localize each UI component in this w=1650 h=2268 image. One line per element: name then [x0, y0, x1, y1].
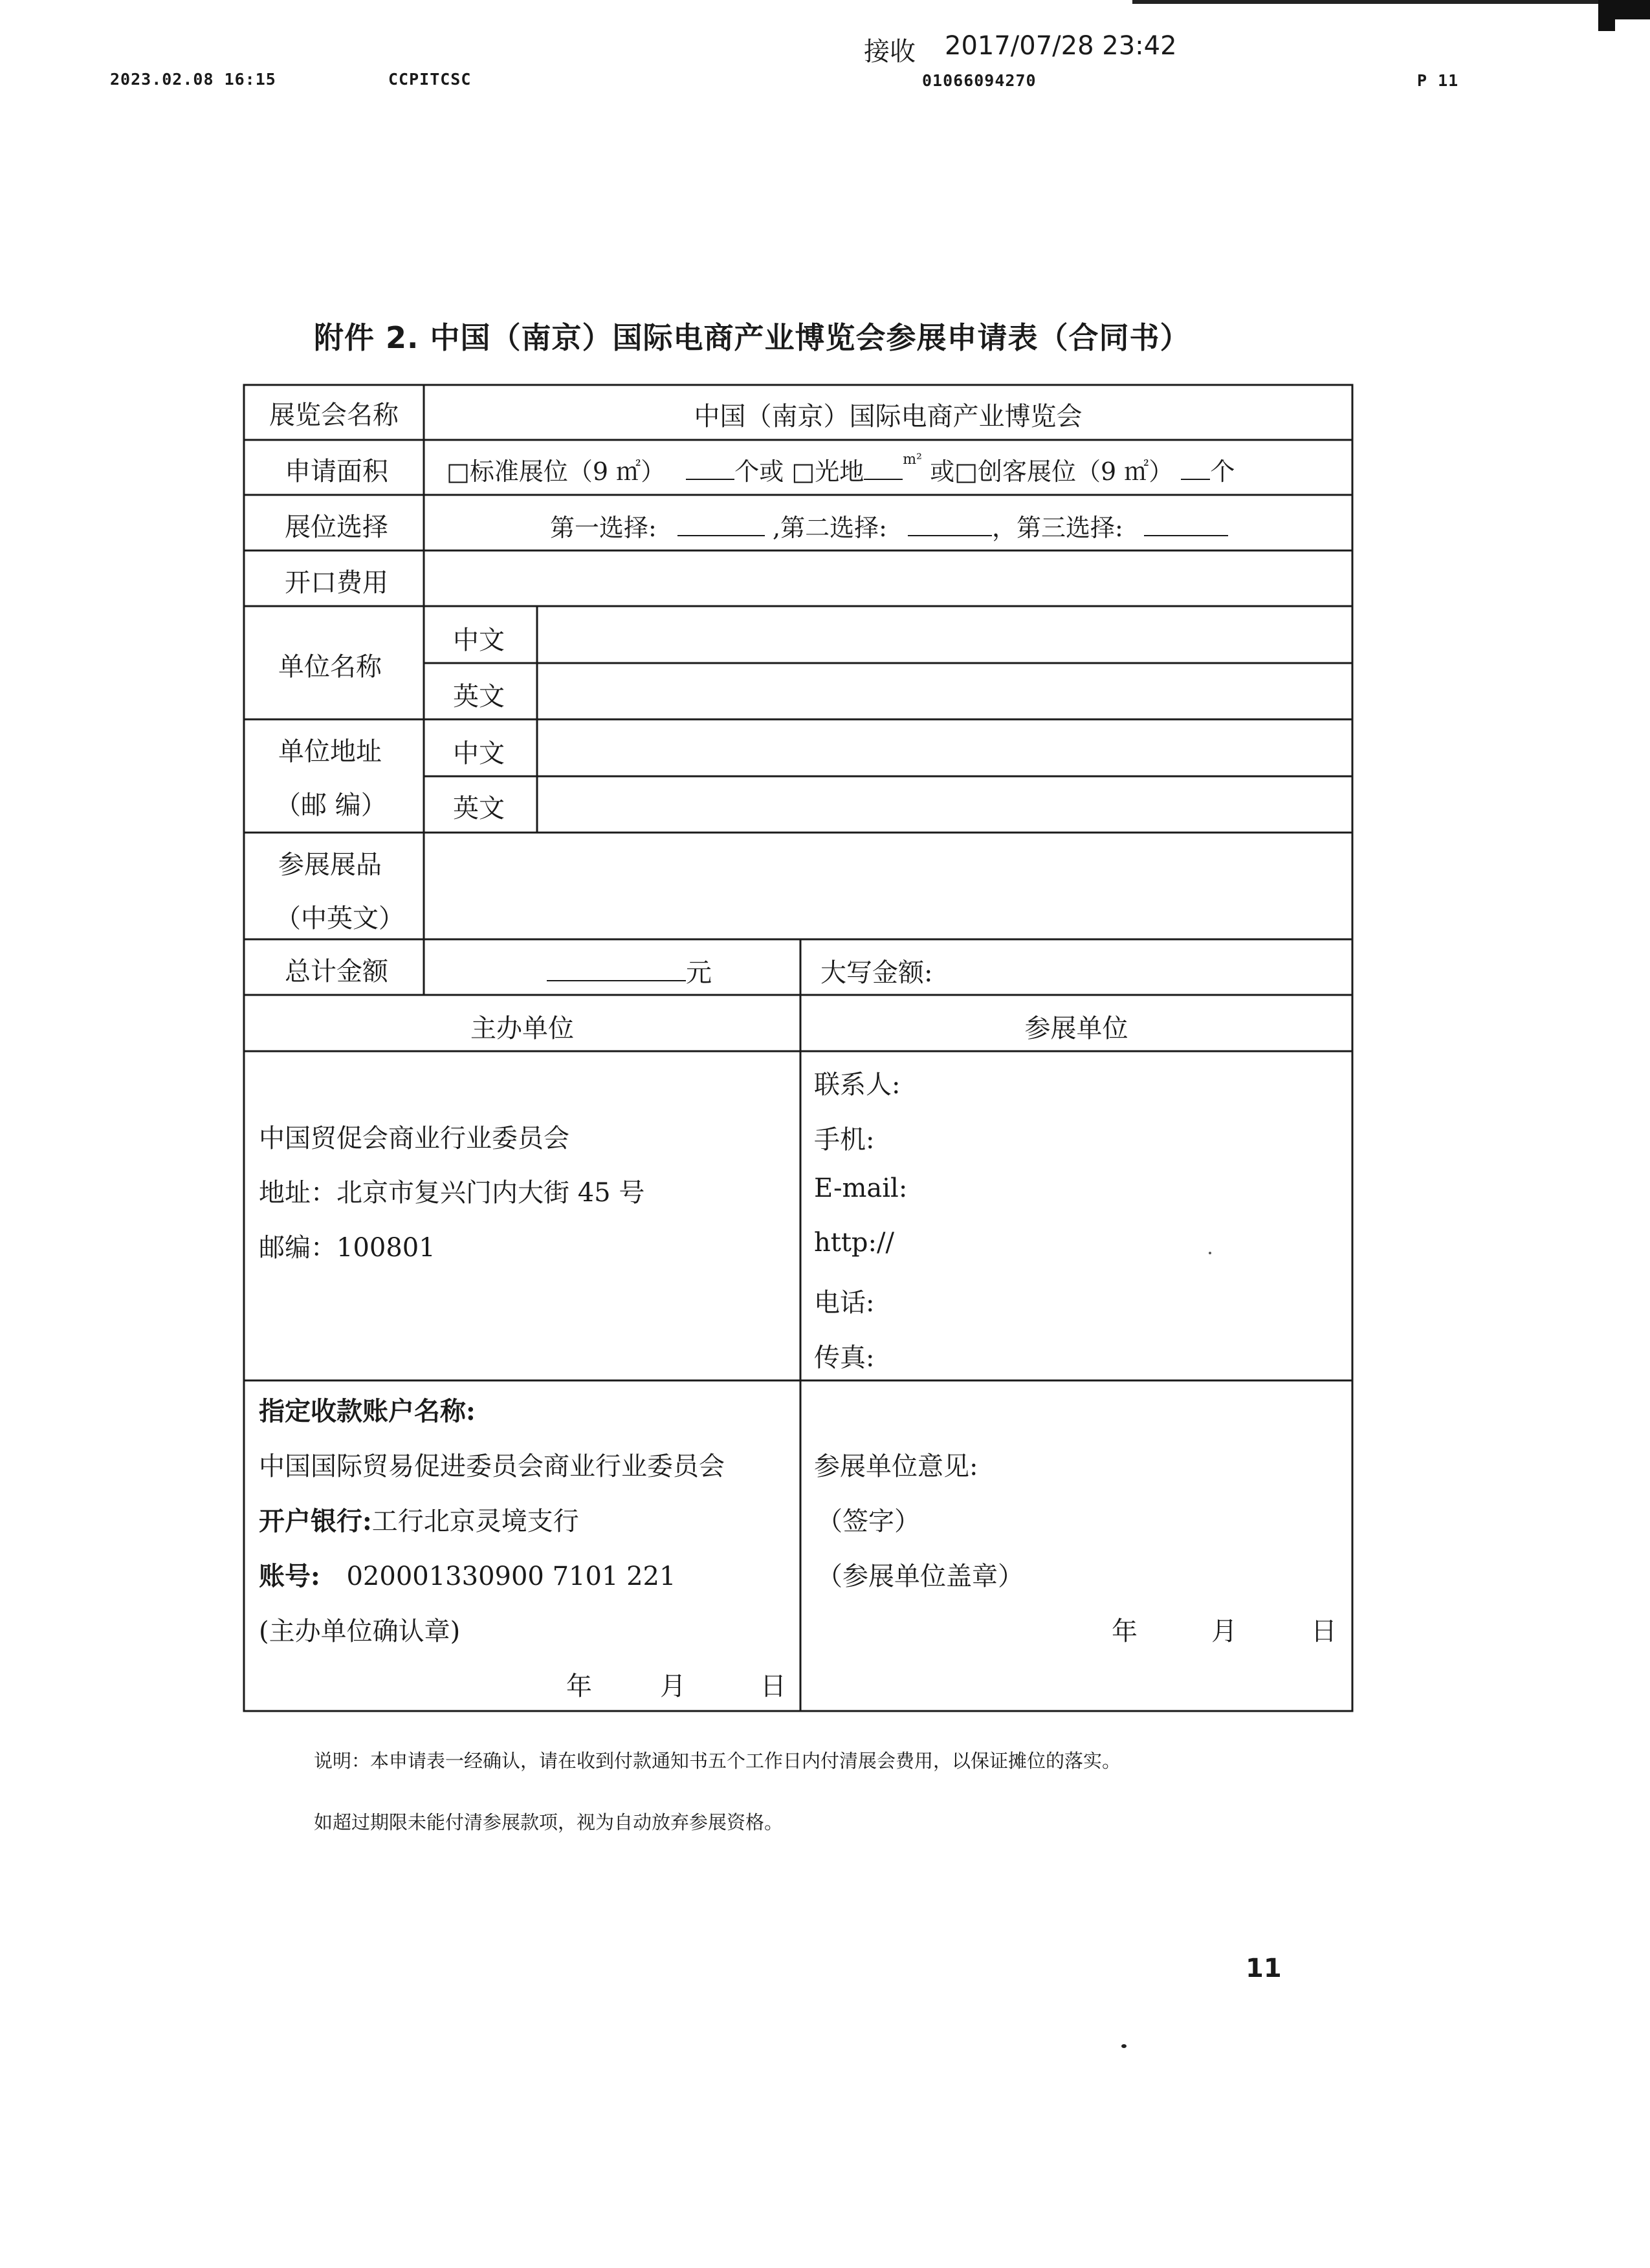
account-name-label: 指定收款账户名称: [259, 1396, 476, 1426]
area-label: 申请面积 [285, 457, 388, 486]
booth-first-label: 第一选择: [550, 514, 657, 542]
area-unit-end: 个 [1210, 457, 1235, 486]
fax-timestamp: 2023.02.08 16:15 [110, 70, 276, 89]
exhibitor-contact-field[interactable] [932, 1058, 1346, 1103]
organizer-postcode: 邮编：100801 [259, 1233, 435, 1263]
exhibitor-opinion-label: 参展单位意见: [814, 1452, 978, 1481]
exhibitor-contact-label: 联系人: [814, 1070, 901, 1100]
exhibitor-opinion-field[interactable] [1009, 1439, 1346, 1485]
exhibitor-header: 参展单位 [1024, 1014, 1128, 1043]
account-number-row [259, 1556, 676, 1593]
exhibitor-date-day: 日 [1311, 1617, 1337, 1646]
organizer-date-year: 年 [566, 1672, 592, 1701]
booth-second-label: ,第二选择: [773, 514, 887, 542]
booth-label: 展位选择 [285, 512, 388, 542]
account-number-label: 账号: [259, 1561, 320, 1591]
note-line-1: 说明：本申请表一经确认，请在收到付款通知书五个工作日内付清展会费用，以保证摊位的落实。 [314, 1750, 1121, 1772]
area-raw-option[interactable]: □光地 [791, 457, 864, 486]
company-address-chinese-field[interactable] [540, 723, 1349, 773]
account-name: 中国国际贸易促进委员会商业行业委员会 [259, 1452, 725, 1481]
organizer-confirm-seal: (主办单位确认章) [259, 1617, 461, 1646]
total-amount-label: 总计金额 [285, 957, 388, 987]
area-sqm-unit: m² [903, 452, 922, 468]
organizer-address: 地址：北京市复兴门内大街 45 号 [259, 1178, 645, 1208]
exhibitor-email-label: E-mail: [814, 1173, 908, 1203]
exhibitor-seal: （参展单位盖章） [817, 1562, 1024, 1591]
total-amount-row [547, 952, 712, 989]
exhibitor-http-field[interactable] [925, 1221, 1346, 1267]
booth-second-field[interactable] [908, 510, 992, 536]
total-amount-field[interactable] [547, 954, 686, 981]
bank-label: 开户银行: [259, 1506, 372, 1536]
exhibitor-fax-field[interactable] [906, 1331, 1346, 1376]
area-creative-option[interactable]: 或□创客展位（9 ㎡） [930, 457, 1174, 486]
note-line-2: 如超过期限未能付清参展款项，视为自动放弃参展资格。 [314, 1811, 784, 1833]
opening-fee-label: 开口费用 [285, 568, 388, 598]
bank-row [259, 1501, 579, 1538]
fax-received-time: 2017/07/28 23:42 [945, 31, 1177, 61]
company-name-english-field[interactable] [540, 666, 1349, 717]
scan-speck [1121, 2044, 1127, 2048]
company-name-chinese-label: 中文 [453, 626, 505, 655]
exhibits-label: 参展展品 [278, 850, 382, 880]
organizer-header: 主办单位 [470, 1014, 574, 1043]
organizer-name: 中国贸促会商业行业委员会 [259, 1124, 569, 1153]
exhibitor-mobile-field[interactable] [906, 1113, 1346, 1158]
yuan-unit: 元 [686, 958, 712, 988]
bank-name: 工行北京灵境支行 [371, 1507, 579, 1536]
area-creative-count-field[interactable] [1181, 454, 1210, 480]
fax-phone: 01066094270 [922, 71, 1037, 90]
opening-fee-field[interactable] [427, 554, 1349, 603]
exhibitor-phone-field[interactable] [906, 1276, 1346, 1321]
exhibits-field[interactable] [427, 836, 1349, 936]
organizer-date-month: 月 [660, 1672, 686, 1701]
page-number: 11 [1246, 1954, 1282, 1983]
area-standard-option[interactable]: □标准展位（9 ㎡） [446, 457, 666, 486]
area-standard-count-field[interactable] [686, 454, 734, 480]
amount-in-words-label: 大写金额: [820, 958, 933, 988]
booth-first-field[interactable] [677, 510, 765, 536]
company-name-label: 单位名称 [278, 652, 382, 682]
company-address-english-field[interactable] [540, 780, 1349, 830]
booth-third-field[interactable] [1144, 510, 1228, 536]
company-address-chinese-label: 中文 [453, 739, 505, 769]
area-count-unit: 个或 [734, 457, 784, 486]
exhibitor-date-month: 月 [1211, 1617, 1237, 1646]
booth-choices [550, 508, 1228, 543]
company-name-english-label: 英文 [453, 682, 505, 712]
exhibition-name-value: 中国（南京）国际电商产业博览会 [694, 402, 1083, 431]
fax-received-label: 接收 [864, 37, 916, 67]
company-address-label: 单位地址 [278, 737, 382, 767]
area-raw-sqm-field[interactable] [864, 454, 903, 480]
exhibitor-date-year: 年 [1112, 1617, 1138, 1646]
scan-speck [1209, 1252, 1211, 1254]
booth-third-label: ，第三选择: [991, 514, 1123, 542]
exhibitor-fax-label: 传真: [814, 1343, 875, 1373]
area-options [446, 452, 1235, 487]
fax-page: P 11 [1417, 71, 1459, 90]
exhibitor-mobile-label: 手机: [814, 1125, 875, 1155]
account-number: 020001330900 7101 221 [346, 1562, 676, 1591]
exhibitor-email-field[interactable] [925, 1167, 1346, 1212]
exhibitor-phone-label: 电话: [814, 1288, 875, 1318]
exhibition-name-label: 展览会名称 [269, 400, 399, 430]
exhibitor-http-label: http:// [814, 1228, 894, 1258]
exhibitor-sign: （签字） [817, 1507, 920, 1536]
postcode-label: （邮 编） [275, 791, 387, 820]
company-name-chinese-field[interactable] [540, 609, 1349, 660]
exhibits-sub-label: （中英文） [275, 904, 404, 933]
fax-sender-id: CCPITCSC [388, 70, 472, 89]
organizer-date-day: 日 [760, 1672, 786, 1701]
page-title: 附件 2. 中国（南京）国际电商产业博览会参展申请表（合同书） [314, 320, 1191, 355]
company-address-english-label: 英文 [453, 794, 505, 823]
